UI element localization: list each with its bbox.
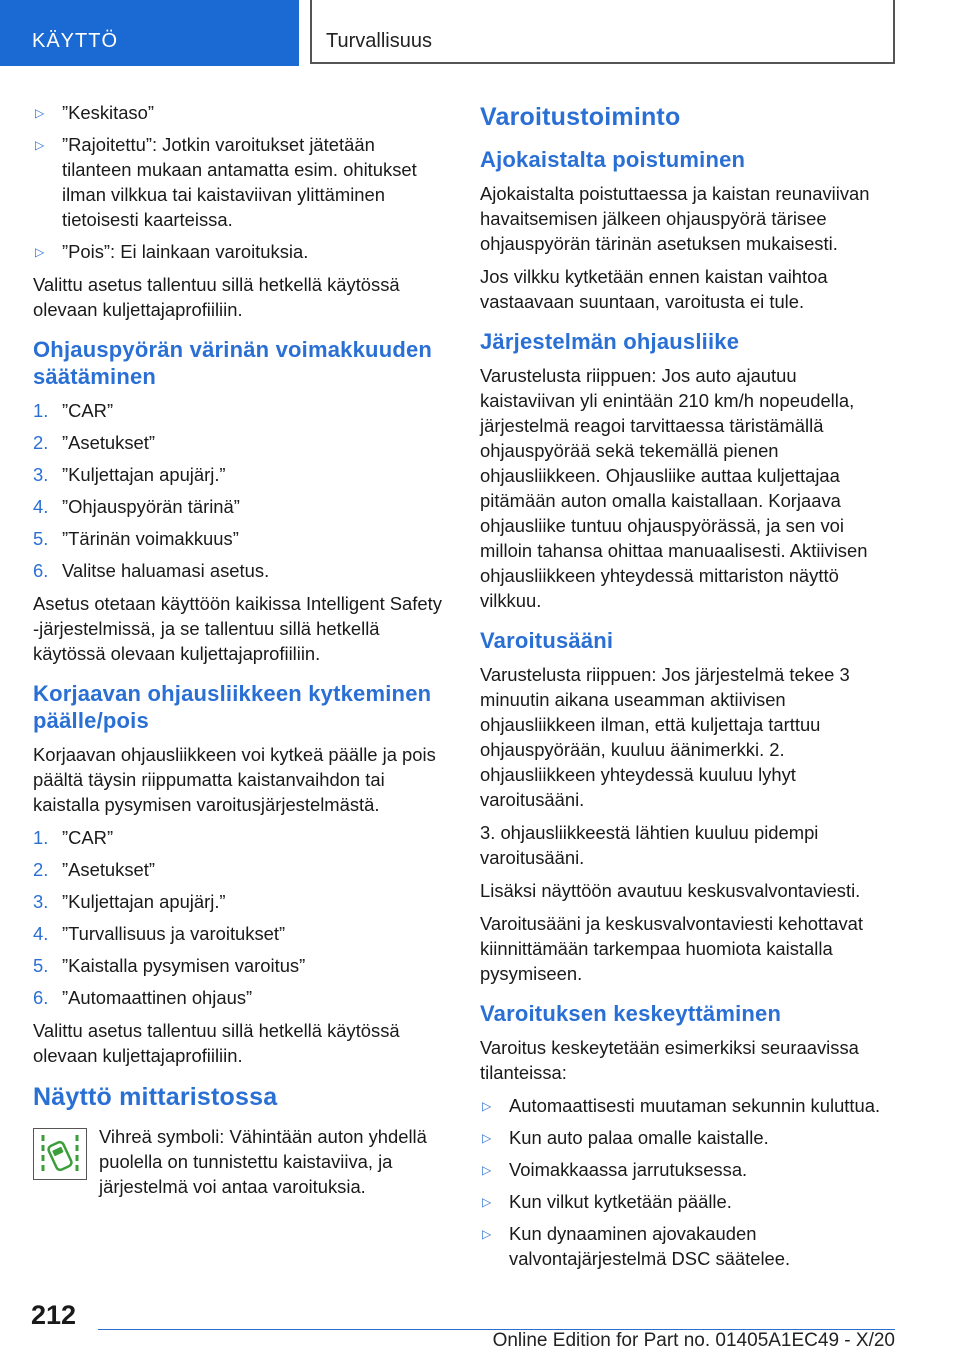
triangle-bullet-icon: ▷ [35, 245, 45, 259]
major-heading: Varoitustoiminto [480, 103, 681, 131]
step-item: 1. ”CAR” [33, 827, 114, 848]
section-heading: Ohjauspyörän värinän voimakkuuden säätäminen [33, 337, 433, 389]
step-item: 5. ”Kaistalla pysymisen varoitus” [33, 955, 306, 976]
list-item: ▷ Kun dynaaminen ajovakauden valvontajärjestelmä DSC säätelee. [482, 1223, 791, 1269]
step-number: 1. [33, 827, 49, 848]
step-item: 4. ”Turvallisuus ja varoitukset” [33, 923, 286, 944]
step-item: 1. ”CAR” [33, 400, 114, 421]
symbol-note [33, 1124, 449, 1199]
step-item: 3. ”Kuljettajan apujärj.” [33, 891, 226, 912]
paragraph: Ajokaistalta poistuttaessa ja kaistan reunaviivan havaitsemisen jälkeen ohjauspyörä tärisee ohjauspyörän tärinän asetuksen mukaisesti. [480, 183, 870, 254]
paragraph: Varoitusääni ja keskusvalvontaviesti kehottavat kiinnittämään tarkempaa huomiota kaistalla pysymiseen. [480, 913, 864, 984]
paragraph: 3. ohjausliikkeestä lähtien kuuluu pidempi varoitusääni. [480, 822, 819, 868]
step-item: 5. ”Tärinän voimakkuus” [33, 528, 239, 549]
step-number: 2. [33, 859, 49, 880]
triangle-bullet-icon: ▷ [482, 1195, 492, 1209]
step-item: 4. ”Ohjauspyörän tärinä” [33, 496, 240, 517]
right-column [480, 100, 896, 1279]
step-number: 5. [33, 528, 49, 549]
section-heading: Varoituksen keskeyttäminen [480, 1001, 782, 1026]
list-item: ▷ Automaattisesti muutaman sekunnin kuluttua. [480, 1093, 896, 1118]
lane-departure-icon-graphic [34, 1129, 86, 1179]
triangle-bullet-icon: ▷ [482, 1227, 492, 1241]
note-text: Vihreä symboli: Vähintään auton yhdellä puolella on tunnistettu kaistaviiva, ja järjestelmä voi antaa varoituksia. [99, 1126, 427, 1197]
steps-list [33, 825, 449, 1010]
paragraph: Korjaavan ohjausliikkeen voi kytkeä päälle ja pois päältä täysin riippumatta kaistanvaihdon tai kaistalla pysymisen varoitusjärjestelmästä. [33, 744, 436, 815]
section-heading: Korjaavan ohjausliikkeen kytkeminen päälle/pois [33, 681, 432, 733]
step-number: 3. [33, 891, 49, 912]
condition-list [480, 1093, 896, 1271]
list-item: ▷ ”Pois”: Ei lainkaan varoituksia. [33, 239, 449, 264]
triangle-bullet-icon: ▷ [482, 1163, 492, 1177]
triangle-bullet-icon: ▷ [482, 1099, 492, 1113]
paragraph: Lisäksi näyttöön avautuu keskusvalvontaviesti. [480, 880, 861, 901]
step-number: 5. [33, 955, 49, 976]
triangle-bullet-icon: ▷ [482, 1131, 492, 1145]
step-number: 6. [33, 987, 49, 1008]
page-header [0, 0, 960, 66]
page-number: 212 [31, 1300, 77, 1330]
chapter-title: Turvallisuus [310, 0, 895, 64]
step-number: 4. [33, 496, 49, 517]
section-heading: Ajokaistalta poistuminen [480, 147, 746, 172]
step-number: 1. [33, 400, 49, 421]
step-item: 2. ”Asetukset” [33, 859, 156, 880]
option-list [33, 100, 449, 264]
step-item: 6. Valitse haluamasi asetus. [33, 560, 270, 581]
section-heading: Järjestelmän ohjausliike [480, 329, 740, 354]
triangle-bullet-icon: ▷ [35, 106, 45, 120]
paragraph: Varustelusta riippuen: Jos auto ajautuu kaistaviivan yli enintään 210 km/h nopeudella, järjestelmä reagoi tarvittaessa täristämällä ohjauspyörää sekä tekemällä pienen ohjausliikkeen. Ohjausliike auttaa kuljettajaa pitämään auton omalla kaistallaan. Korjaava ohjausliike tuntuu ohjauspyörässä, ja sen voi milloin tahansa ohittaa manuaalisesti. Aktiivisen ohjausliikkeen yhteydessä mittariston näyttö vilkkuu. [480, 365, 868, 611]
section-tab: KÄYTTÖ [0, 0, 299, 66]
left-column [33, 100, 449, 1207]
steps-list [33, 398, 449, 583]
paragraph: Valittu asetus tallentuu sillä hetkellä käytössä olevaan kuljettajaprofiiliin. [33, 1020, 400, 1066]
list-item: ▷ Kun auto palaa omalle kaistalle. [480, 1125, 896, 1150]
step-number: 3. [33, 464, 49, 485]
step-item: 2. ”Asetukset” [33, 432, 156, 453]
major-heading: Näyttö mittaristossa [33, 1083, 278, 1111]
paragraph: Asetus otetaan käyttöön kaikissa Intelligent Safety -järjestelmissä, ja se tallentuu sillä hetkellä käytössä olevaan kuljettajaprofiiliin. [33, 593, 442, 664]
paragraph: Valittu asetus tallentuu sillä hetkellä käytössä olevaan kuljettajaprofiiliin. [33, 274, 400, 320]
list-item: ▷ Kun vilkut kytketään päälle. [480, 1189, 896, 1214]
step-number: 6. [33, 560, 49, 581]
step-item: 6. ”Automaattinen ohjaus” [33, 987, 253, 1008]
edition-text: Online Edition for Part no. 01405A1EC49 - X/20 [492, 1330, 895, 1351]
step-item: 3. ”Kuljettajan apujärj.” [33, 464, 226, 485]
lane-departure-icon [33, 1128, 87, 1180]
paragraph: Jos vilkku kytketään ennen kaistan vaihtoa vastaavaan suuntaan, varoitusta ei tule. [480, 266, 828, 312]
list-item: ▷ ”Rajoitettu”: Jotkin varoitukset jätetään tilanteen mukaan antamatta esim. ohitukset ilman vilkkua tai kaistaviivan ylittäminen tietoisesti kaarteissa. [35, 134, 417, 230]
step-number: 2. [33, 432, 49, 453]
paragraph: Varoitus keskeytetään esimerkiksi seuraavissa tilanteissa: [480, 1037, 859, 1083]
triangle-bullet-icon: ▷ [35, 138, 45, 152]
list-item: ▷ ”Keskitaso” [33, 100, 449, 125]
paragraph: Varustelusta riippuen: Jos järjestelmä tekee 3 minuutin aikana useamman aktiivisen ohjausliikkeen ilman, että kuljettaja tarttuu ohjauspyörään, kuuluu äänimerkki. 2. ohjausliikkeen yhteydessä kuuluu lyhyt varoitusääni. [480, 664, 850, 810]
step-number: 4. [33, 923, 49, 944]
section-heading: Varoitusääni [480, 628, 614, 653]
list-item: ▷ Voimakkaassa jarrutuksessa. [480, 1157, 896, 1182]
